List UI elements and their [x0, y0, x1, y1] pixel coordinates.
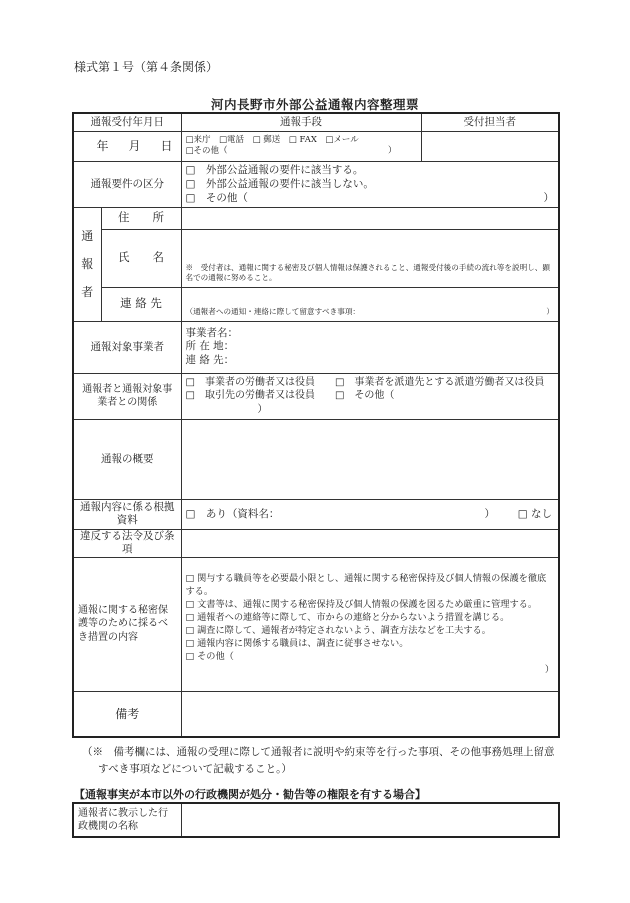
- measure-item[interactable]: □ 文書等は、通報に関する秘密保持及び個人情報の保護を図るため厳重に管理する。: [185, 598, 538, 610]
- date-value[interactable]: 年 月 日: [73, 131, 181, 161]
- reporter-name-row: [73, 229, 559, 287]
- other-agency-label: 通報者に教示した行政機関の名称: [73, 803, 181, 837]
- address-label: 住 所: [101, 207, 181, 229]
- measure-item[interactable]: □ 通報者への連絡等に際して、市からの連絡と分からないよう措置を講じる。: [185, 611, 510, 623]
- means-label: 通報手段: [181, 113, 421, 131]
- measure-item[interactable]: □ 関与する職員等を必要最小限とし、通報に関する秘密保持及び個人情報の保護を徹底する。: [185, 572, 547, 597]
- form-title: 河内長野市外部公益通報内容整理票: [210, 97, 419, 112]
- remarks-label: 備考: [73, 691, 181, 737]
- form-number: 様式第１号（第４条関係）: [74, 60, 219, 74]
- measure-item[interactable]: □ 通報内容に関係する職員は、調査に従事させない。: [185, 638, 409, 650]
- relation-row: [73, 373, 559, 419]
- target-contact[interactable]: 連 絡 先：: [185, 353, 235, 366]
- remarks-value[interactable]: [181, 691, 559, 737]
- other-agency-header: 【通報事実が本市以外の行政機関が処分・勧告等の権限を有する場合】: [74, 788, 426, 801]
- target-label: 通報対象事業者: [73, 321, 181, 373]
- relation-options[interactable]: □ 事業者の労働者又は役員 □ 事業者を派遣先とする派遣労働者又は役員 □ 取引先の労働者又は役員 □ その他（ ）: [181, 373, 559, 419]
- means-line1[interactable]: □来庁 □電話 □ 郵送 □ FAX □メール: [185, 134, 359, 145]
- evidence-label: 通報内容に係る根拠資料: [73, 499, 181, 529]
- target-fields[interactable]: [181, 321, 559, 373]
- law-row: [73, 529, 559, 557]
- measures-options[interactable]: [181, 557, 559, 691]
- note-line-1: （※ 備考欄には、通報の受理に際して通報者に説明や約束等を行った事項、その他事務処理上留意: [82, 746, 555, 758]
- evidence-yes-end: ）: [484, 507, 496, 520]
- law-label: 違反する法令及び条項: [73, 529, 181, 557]
- requirement-label: 通報要件の区分: [73, 161, 181, 207]
- requirement-opt3[interactable]: □ その他（: [185, 192, 248, 205]
- means-other-end: ）: [387, 146, 397, 156]
- target-address[interactable]: 所 在 地：: [185, 340, 235, 353]
- requirement-row: [73, 161, 559, 207]
- means-options[interactable]: [181, 131, 421, 161]
- measure-item[interactable]: □ その他（: [185, 651, 234, 663]
- reporter-contact-row: [73, 287, 559, 321]
- other-agency-table: [72, 802, 560, 838]
- reporter-address-row: [73, 207, 559, 229]
- summary-row: [73, 419, 559, 499]
- measure-item[interactable]: □ 調査に際して、通報者が特定されないよう、調査方法などを工夫する。: [185, 625, 491, 636]
- requirement-opt1[interactable]: □ 外部公益通報の要件に該当する。: [185, 163, 364, 176]
- requirement-opt2[interactable]: □ 外部公益通報の要件に該当しない。: [185, 177, 374, 190]
- date-label: 通報受付年月日: [73, 113, 181, 131]
- evidence-yes[interactable]: □ あり（資料名：: [185, 507, 280, 520]
- address-value[interactable]: [181, 207, 559, 229]
- contact-label: 連 絡 先: [101, 287, 181, 321]
- staff-label: 受付担当者: [421, 113, 559, 131]
- evidence-no[interactable]: □ なし: [517, 507, 552, 520]
- target-name[interactable]: 事業者名：: [185, 326, 238, 339]
- name-label: 氏 名: [101, 229, 181, 287]
- means-other-label[interactable]: □その他（: [185, 146, 228, 156]
- report-table: [72, 112, 565, 738]
- measures-label: 通報に関する秘密保護等のために採るべき措置の内容: [73, 557, 181, 691]
- summary-label: 通報の概要: [73, 419, 181, 499]
- measures-end: ）: [544, 664, 554, 676]
- evidence-options[interactable]: [181, 499, 559, 529]
- summary-value[interactable]: [181, 419, 559, 499]
- contact-note[interactable]: （通報者への通知・連絡に際して留意すべき事項： ）: [181, 287, 559, 321]
- reporter-group-label: 通 報 者: [73, 207, 101, 321]
- law-value[interactable]: [181, 529, 559, 557]
- requirement-opt3-end: ）: [543, 192, 554, 205]
- remarks-row: [73, 691, 559, 737]
- note-line-2: すべき事項などについて記載すること。）: [98, 762, 292, 775]
- other-agency-value[interactable]: [181, 803, 559, 837]
- relation-label: 通報者と通報対象事業者との関係: [73, 373, 181, 419]
- name-note: ※ 受付者は、通報に関する秘密及び個人情報は保護されること、通報受付後の手続の流れ等を説明し、顕名での通報に努めること。: [181, 229, 559, 287]
- remarks-note: [82, 744, 562, 778]
- staff-value[interactable]: [421, 131, 559, 161]
- date-row: [73, 131, 559, 161]
- measures-row: [73, 557, 559, 691]
- target-row: [73, 321, 559, 373]
- evidence-row: [73, 499, 559, 529]
- header-row: [73, 113, 559, 131]
- requirement-options[interactable]: [181, 161, 559, 207]
